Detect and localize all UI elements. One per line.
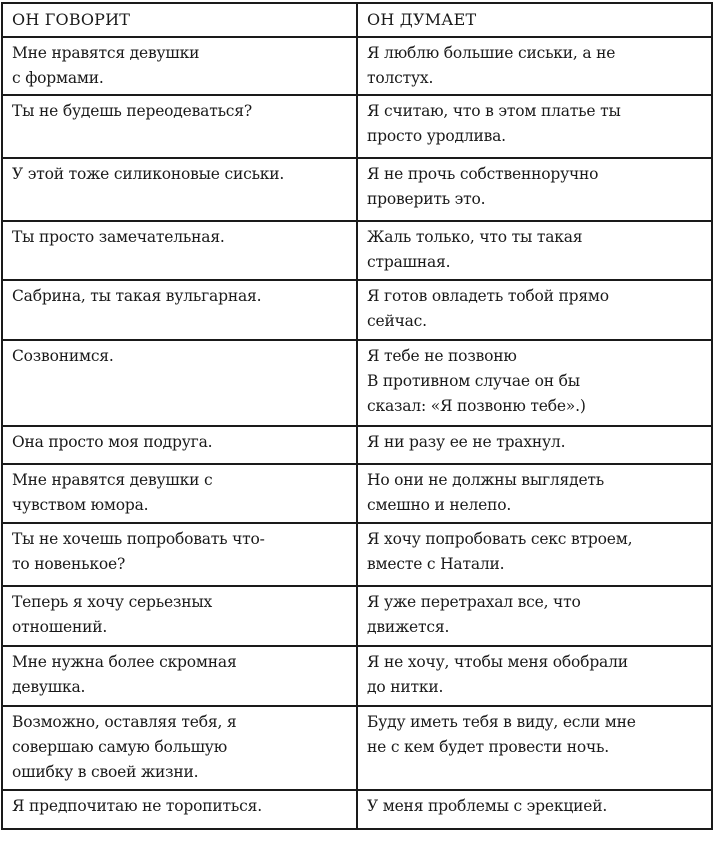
table-row [2,706,712,790]
says-cell: Сабрина, ты такая вульгарная. [2,280,357,340]
says-cell: Ты не хочешь попробовать что- то новенькое? [2,523,357,586]
says-cell: Созвонимся. [2,340,357,426]
table-row [2,158,712,221]
thinks-cell: Я готов овладеть тобой прямо сейчас. [357,280,712,340]
thinks-cell: У меня проблемы с эрекцией. [357,790,712,829]
thinks-cell: Я уже перетрахал все, что движется. [357,586,712,646]
table-row [2,95,712,158]
says-cell: Мне нужна более скромная девушка. [2,646,357,706]
thinks-cell: Я ни разу ее не трахнул. [357,426,712,464]
table-row [2,340,712,426]
says-cell: Она просто моя подруга. [2,426,357,464]
table-row [2,586,712,646]
says-cell: Теперь я хочу серьезных отношений. [2,586,357,646]
thinks-cell: Я не хочу, чтобы меня обобрали до нитки. [357,646,712,706]
says-cell: Я предпочитаю не торопиться. [2,790,357,829]
thinks-cell: Но они не должны выглядеть смешно и нелепо. [357,464,712,523]
says-cell: Ты просто замечательная. [2,221,357,280]
table-row [2,280,712,340]
thinks-cell: Жаль только, что ты такая страшная. [357,221,712,280]
thinks-cell: Я тебе не позвоню В противном случае он бы сказал: «Я позвоню тебе».) [357,340,712,426]
table-row [2,426,712,464]
says-cell: У этой тоже силиконовые сиськи. [2,158,357,221]
table-row [2,790,712,829]
says-cell: Мне нравятся девушки с чувством юмора. [2,464,357,523]
says-vs-thinks-table [1,2,713,830]
table-row [2,221,712,280]
header-row [2,3,712,37]
column-header-thinks: ОН ДУМАЕТ [357,3,712,37]
column-header-says: ОН ГОВОРИТ [2,3,357,37]
table-row [2,464,712,523]
says-cell: Ты не будешь переодеваться? [2,95,357,158]
table-row [2,37,712,95]
table-row [2,523,712,586]
table-row [2,646,712,706]
thinks-cell: Я люблю большие сиськи, а не толстух. [357,37,712,95]
thinks-cell: Я считаю, что в этом платье ты просто уродлива. [357,95,712,158]
says-cell: Возможно, оставляя тебя, я совершаю самую большую ошибку в своей жизни. [2,706,357,790]
thinks-cell: Я хочу попробовать секс втроем, вместе с Натали. [357,523,712,586]
thinks-cell: Буду иметь тебя в виду, если мне не с кем будет провести ночь. [357,706,712,790]
thinks-cell: Я не прочь собственноручно проверить это. [357,158,712,221]
says-cell: Мне нравятся девушки с формами. [2,37,357,95]
